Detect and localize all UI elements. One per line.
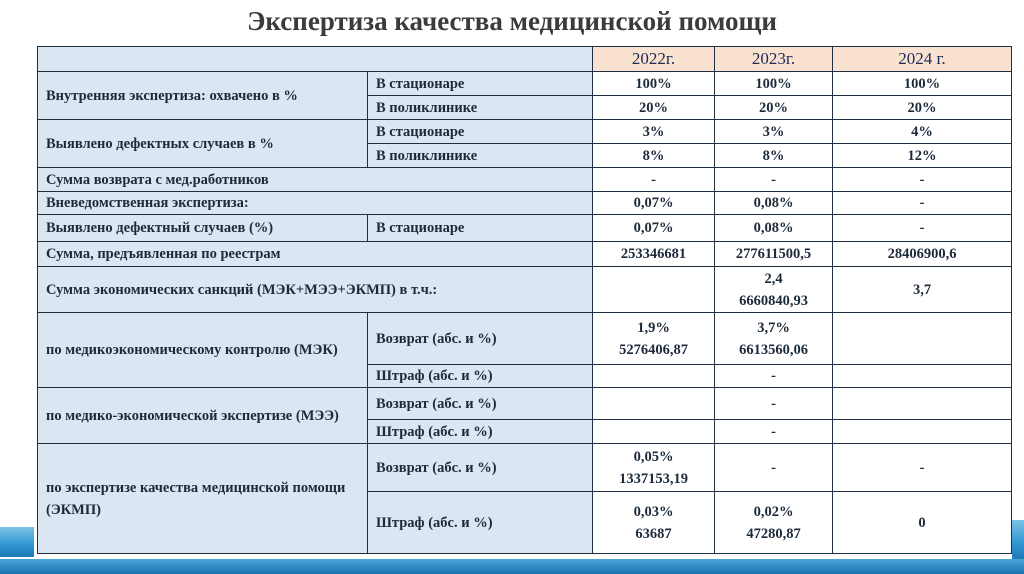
cell-line: 47280,87 <box>746 525 801 542</box>
cell-line: 3,7% <box>757 319 790 336</box>
table-row <box>38 192 1012 215</box>
cell-value <box>593 492 715 554</box>
decor-bar-left <box>0 527 34 557</box>
cell-empty <box>593 365 715 388</box>
defect-cases-label: Выявлено дефектных случаев в % <box>38 120 368 168</box>
return-label: Возврат (абс. и %) <box>368 388 593 420</box>
hospital-label: В стационаре <box>368 72 593 96</box>
table-row <box>38 444 1012 492</box>
cell-value: 100% <box>593 72 715 96</box>
cell-value: 20% <box>715 96 833 120</box>
cell-empty <box>593 388 715 420</box>
year-header-2024: 2024 г. <box>833 47 1012 72</box>
year-header-2023: 2023г. <box>715 47 833 72</box>
cell-value: - <box>593 168 715 192</box>
cell-line: 6660840,93 <box>739 292 808 309</box>
cell-line: 0,03% <box>633 503 674 520</box>
cell-value: - <box>833 192 1012 215</box>
cell-value: 3% <box>715 120 833 144</box>
cell-line: 1,9% <box>637 319 670 336</box>
table-row <box>38 267 1012 313</box>
cell-value <box>593 313 715 365</box>
cell-value: 0,08% <box>715 215 833 242</box>
decor-bottom-band <box>0 559 1024 574</box>
table-row <box>38 313 1012 365</box>
cell-value <box>593 444 715 492</box>
refund-label: Сумма возврата с мед.работников <box>38 168 593 192</box>
fine-label: Штраф (абс. и %) <box>368 492 593 554</box>
hospital-label: В стационаре <box>368 120 593 144</box>
cell-line: 63687 <box>635 525 672 542</box>
cell-value: - <box>833 444 1012 492</box>
table-row <box>38 242 1012 267</box>
cell-value: - <box>715 420 833 444</box>
decor-bar-right <box>1012 520 1024 560</box>
cell-value: 0,08% <box>715 192 833 215</box>
return-label: Возврат (абс. и %) <box>368 444 593 492</box>
cell-value: 0,07% <box>593 192 715 215</box>
cell-empty <box>833 365 1012 388</box>
cell-value: 0,07% <box>593 215 715 242</box>
cell-line: 5276406,87 <box>619 341 688 358</box>
polyclinic-label: В поликлинике <box>368 96 593 120</box>
cell-value: - <box>833 215 1012 242</box>
cell-empty <box>833 388 1012 420</box>
cell-empty <box>593 267 715 313</box>
page-title: Экспертиза качества медицинской помощи <box>247 6 777 36</box>
table-row <box>38 168 1012 192</box>
cell-value: 8% <box>593 144 715 168</box>
cell-value <box>715 267 833 313</box>
cell-line: 2,4 <box>764 270 783 287</box>
polyclinic-label: В поликлинике <box>368 144 593 168</box>
fine-label: Штраф (абс. и %) <box>368 365 593 388</box>
cell-value: - <box>715 388 833 420</box>
header-blank <box>38 47 593 72</box>
cell-value: 3% <box>593 120 715 144</box>
cell-value: - <box>715 444 833 492</box>
cell-value: 20% <box>833 96 1012 120</box>
cell-line: 0,02% <box>753 503 794 520</box>
registry-sum-label: Сумма, предъявленная по реестрам <box>38 242 593 267</box>
cell-value: 12% <box>833 144 1012 168</box>
cell-line: 0,05% <box>633 448 674 465</box>
cell-value: 277611500,5 <box>715 242 833 267</box>
cell-line: 1337153,19 <box>619 470 688 487</box>
table-row <box>38 72 1012 96</box>
external-expertise-label: Вневедомственная экспертиза: <box>38 192 593 215</box>
cell-value: 20% <box>593 96 715 120</box>
cell-value <box>715 313 833 365</box>
table-row <box>38 215 1012 242</box>
cell-value: 100% <box>833 72 1012 96</box>
defect-cases-2-label: Выявлено дефектный случаев (%) <box>38 215 368 242</box>
cell-value <box>715 492 833 554</box>
cell-value: 4% <box>833 120 1012 144</box>
cell-value: 3,7 <box>833 267 1012 313</box>
table-row <box>38 388 1012 420</box>
header-row <box>38 47 1012 72</box>
cell-empty <box>833 420 1012 444</box>
cell-value: 28406900,6 <box>833 242 1012 267</box>
cell-empty <box>593 420 715 444</box>
table-row <box>38 120 1012 144</box>
fine-label: Штраф (абс. и %) <box>368 420 593 444</box>
return-label: Возврат (абс. и %) <box>368 313 593 365</box>
cell-value: - <box>715 365 833 388</box>
cell-empty <box>833 313 1012 365</box>
mek-label: по медикоэкономическому контролю (МЭК) <box>38 313 368 388</box>
internal-expertise-label: Внутренняя экспертиза: охвачено в % <box>38 72 368 120</box>
cell-value: 253346681 <box>593 242 715 267</box>
cell-value: 8% <box>715 144 833 168</box>
year-header-2022: 2022г. <box>593 47 715 72</box>
quality-expertise-table <box>37 46 1012 554</box>
cell-value: - <box>833 168 1012 192</box>
ekmp-label: по экспертизе качества медицинской помощи (ЭКМП) <box>38 444 368 554</box>
cell-value: - <box>715 168 833 192</box>
mee-label: по медико-экономической экспертизе (МЭЭ) <box>38 388 368 444</box>
cell-line: 6613560,06 <box>739 341 808 358</box>
hospital-label: В стационаре <box>368 215 593 242</box>
cell-value: 100% <box>715 72 833 96</box>
sanctions-label: Сумма экономических санкций (МЭК+МЭЭ+ЭКМП) в т.ч.: <box>38 267 593 313</box>
cell-value: 0 <box>833 492 1012 554</box>
